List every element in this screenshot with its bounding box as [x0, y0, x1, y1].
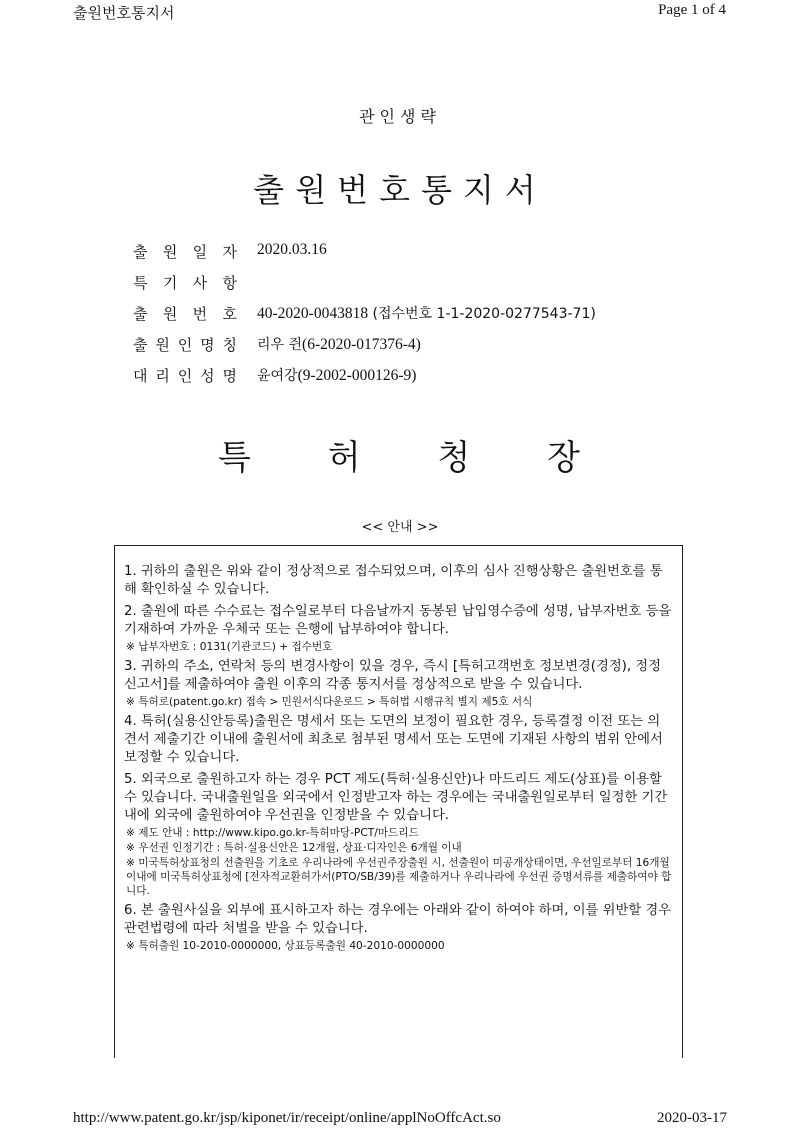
- office-char: 허: [327, 438, 361, 478]
- field-label-char: 인: [177, 367, 193, 385]
- notice-box: [114, 545, 683, 1058]
- field-value-note: (6-2020-017376-4): [302, 336, 421, 353]
- field-label-char: 대: [133, 367, 148, 385]
- document-title: 출원번호통지서: [253, 171, 547, 209]
- field-label-char: 원: [162, 243, 178, 261]
- notice-item-note: ※ 납부자번호 : 0131(기관코드) + 접수번호: [126, 641, 333, 653]
- seal-omitted-text: 관인생략: [359, 107, 441, 126]
- field-label-char: 자: [222, 243, 237, 261]
- notice-item-text: 1. 귀하의 출원은 위와 같이 정상적으로 접수되었으며, 이후의 심사 진행상황은 출원번호를 통해 확인하실 수 있습니다.: [124, 564, 663, 597]
- field-label-char: 기: [162, 274, 178, 292]
- office-char: 특: [218, 438, 251, 478]
- office-char: 장: [547, 438, 580, 478]
- notice-item: [124, 658, 673, 709]
- field-label-char: 리: [155, 367, 170, 385]
- field-value-main: 2020.03.16: [257, 241, 327, 258]
- notice-item-note: ※ 특허출원 10-2010-0000000, 상표등록출원 40-2010-0000000: [126, 940, 445, 952]
- field-label: [133, 365, 237, 386]
- field-label-char: 항: [222, 274, 237, 292]
- field-value: [257, 241, 327, 259]
- notice-item-note: ※ 미국특허상표청의 선출원을 기초로 우리나라에 우선권주장출원 시, 선출원이 미공개상태이면, 우선일로부터 16개월 이내에 미국특허상표청에 [전자적교환허가서(PTO/SB/39)를 제출하거나 우리나라에 우선권 증명서류를 제출하여야 합니다.: [126, 857, 672, 897]
- field-label-char: 출: [133, 305, 148, 323]
- footer-url: http://www.patent.go.kr/jsp/kiponet/ir/receipt/online/applNoOffcAct.so: [73, 1110, 501, 1126]
- notice-item-text: 4. 특허(실용신안등록)출원은 명세서 또는 도면의 보정이 필요한 경우, 등록결정 이전 또는 의견서 제출기간 이내에 출원서에 최초로 첨부된 명세서 또는 도면에 기재된 사항의 범위 안에서 보정할 수 있습니다.: [124, 714, 663, 765]
- notice-item-note: ※ 특허로(patent.go.kr) 접속 > 민원서식다운로드 > 특허법 시행규칙 별지 제5호 서식: [126, 696, 533, 708]
- field-label-char: 명: [200, 336, 215, 354]
- field-label-char: 칭: [222, 336, 237, 354]
- field-value: [257, 334, 421, 354]
- notice-item: [124, 902, 673, 953]
- notice-item: [124, 603, 673, 654]
- notice-heading: << 안내 >>: [361, 520, 439, 535]
- header-doc-title: 출원번호통지서: [73, 4, 175, 22]
- notice-item-note: ※ 제도 안내 : http://www.kipo.go.kr-특허마당-PCT/마드리드: [126, 827, 419, 839]
- field-value: [257, 303, 596, 323]
- field-label: [133, 241, 237, 262]
- office-char: 청: [437, 438, 471, 478]
- field-value-note: (접수번호 1-1-2020-0277543-71): [368, 306, 596, 322]
- field-label: [133, 272, 237, 293]
- field-label-char: 성: [200, 367, 215, 385]
- notice-item-text: 5. 외국으로 출원하고자 하는 경우 PCT 제도(특허·실용신안)나 마드리드 제도(상표)를 이용할 수 있습니다. 국내출원일을 외국에서 인정받고자 하는 경우에는 국내출원일로부터 일정한 기간 내에 외국에 출원하여야 우선권을 인정받을 수 있습니다.: [124, 772, 668, 823]
- notice-item: [124, 713, 673, 767]
- issuing-office: [218, 430, 580, 479]
- field-value-note: (9-2002-000126-9): [297, 367, 417, 384]
- field-label-char: 인: [177, 336, 193, 354]
- header-page-number: Page 1 of 4: [658, 2, 726, 18]
- field-label-char: 원: [155, 336, 170, 354]
- notice-item: [124, 771, 673, 898]
- field-label: [133, 334, 237, 355]
- field-label-char: 명: [222, 367, 237, 385]
- field-label-char: 출: [133, 336, 148, 354]
- field-value-main: 윤여강: [257, 368, 298, 384]
- field-value-main: 리우 쥔: [257, 337, 303, 353]
- field-label-char: 일: [192, 243, 208, 261]
- notice-item-text: 3. 귀하의 주소, 연락처 등의 변경사항이 있을 경우, 즉시 [특허고객번호 정보변경(경정), 정정신고서]를 제출하여야 출원 이후의 각종 통지서를 정상적으로 받을 수 있습니다.: [124, 659, 661, 692]
- field-label-char: 출: [133, 243, 148, 261]
- field-label-char: 호: [222, 305, 237, 323]
- field-label-char: 특: [133, 274, 148, 292]
- notice-item-text: 2. 출원에 따른 수수료는 접수일로부터 다음날까지 동봉된 납입영수증에 성명, 납부자번호 등을 기재하여 가까운 우체국 또는 은행에 납부하여야 합니다.: [124, 604, 672, 637]
- field-label-char: 번: [192, 305, 208, 323]
- field-label-char: 원: [162, 305, 178, 323]
- field-value: [257, 365, 416, 385]
- notice-item-note: ※ 우선권 인정기간 : 특허·실용신안은 12개월, 상표·디자인은 6개월 이내: [126, 842, 462, 854]
- field-label: [133, 303, 237, 324]
- field-label-char: 사: [192, 274, 208, 292]
- footer-date: 2020-03-17: [657, 1110, 727, 1126]
- notice-item-text: 6. 본 출원사실을 외부에 표시하고자 하는 경우에는 아래와 같이 하여야 하며, 이를 위반할 경우 관련법령에 따라 처벌을 받을 수 있습니다.: [124, 903, 672, 936]
- notice-item: [124, 563, 673, 599]
- field-value-main: 40-2020-0043818: [257, 305, 369, 322]
